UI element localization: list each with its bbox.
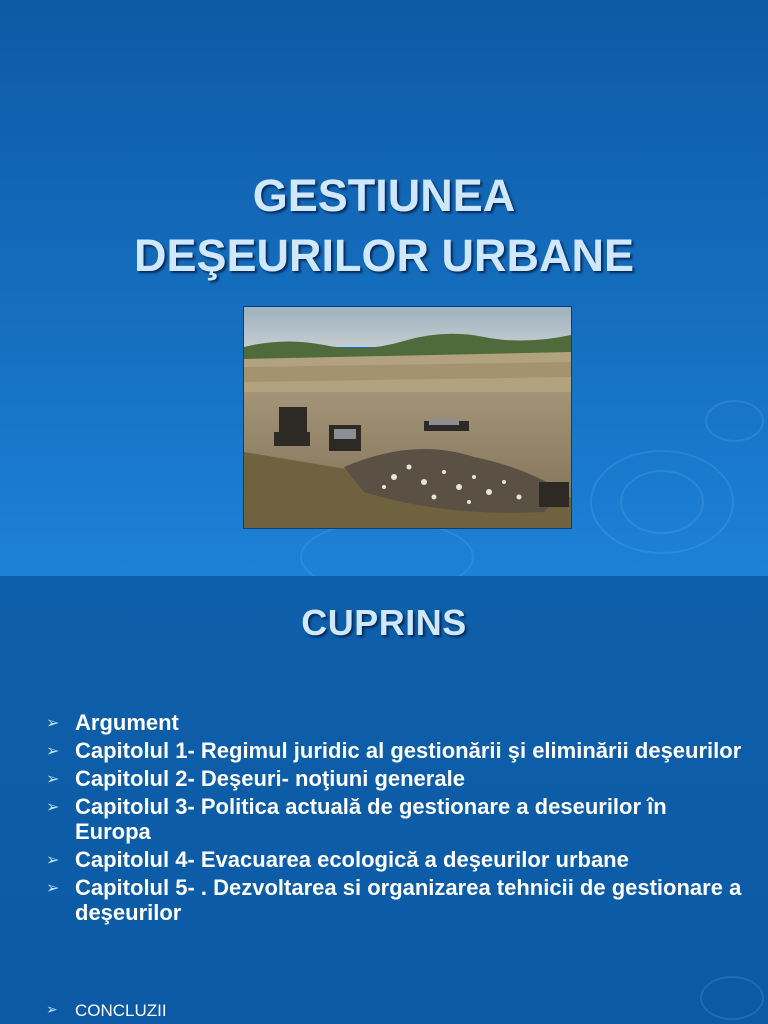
list-item: ➢ Capitolul 5- . Dezvoltarea si organizarea tehnicii de gestionare a deşeurilor	[46, 875, 742, 925]
arrow-bullet-icon: ➢	[46, 771, 60, 788]
list-item: ➢ Argument	[46, 710, 179, 735]
presentation-title	[0, 166, 768, 286]
arrow-bullet-icon: ➢	[46, 880, 60, 897]
title-line-2: DEŞEURILOR URBANE	[133, 230, 635, 281]
list-item: ➢ Capitolul 1- Regimul juridic al gestionării şi eliminării deşeurilor	[46, 738, 742, 763]
conclusion-item	[46, 1001, 167, 1021]
water-ripple-decoration	[705, 400, 764, 442]
contents-list	[46, 710, 746, 928]
arrow-bullet-icon: ➢	[46, 1001, 58, 1017]
list-item: ➢ Capitolul 2- Deşeuri- noţiuni generale	[46, 766, 465, 791]
landfill-photo	[243, 306, 572, 529]
arrow-bullet-icon: ➢	[46, 799, 60, 816]
arrow-bullet-icon: ➢	[46, 852, 60, 869]
water-ripple-decoration	[700, 976, 764, 1020]
water-ripple-decoration	[620, 470, 704, 534]
contents-heading: CUPRINS	[301, 602, 467, 643]
arrow-bullet-icon: ➢	[46, 715, 60, 732]
conclusion-label: CONCLUZII	[75, 1001, 167, 1020]
list-item: ➢ Capitolul 4- Evacuarea ecologică a deşeurilor urbane	[46, 847, 629, 872]
list-item: ➢ Capitolul 3- Politica actuală de gestionare a deseurilor în Europa	[46, 794, 667, 844]
arrow-bullet-icon: ➢	[46, 743, 60, 760]
title-line-1: GESTIUNEA	[252, 170, 516, 221]
